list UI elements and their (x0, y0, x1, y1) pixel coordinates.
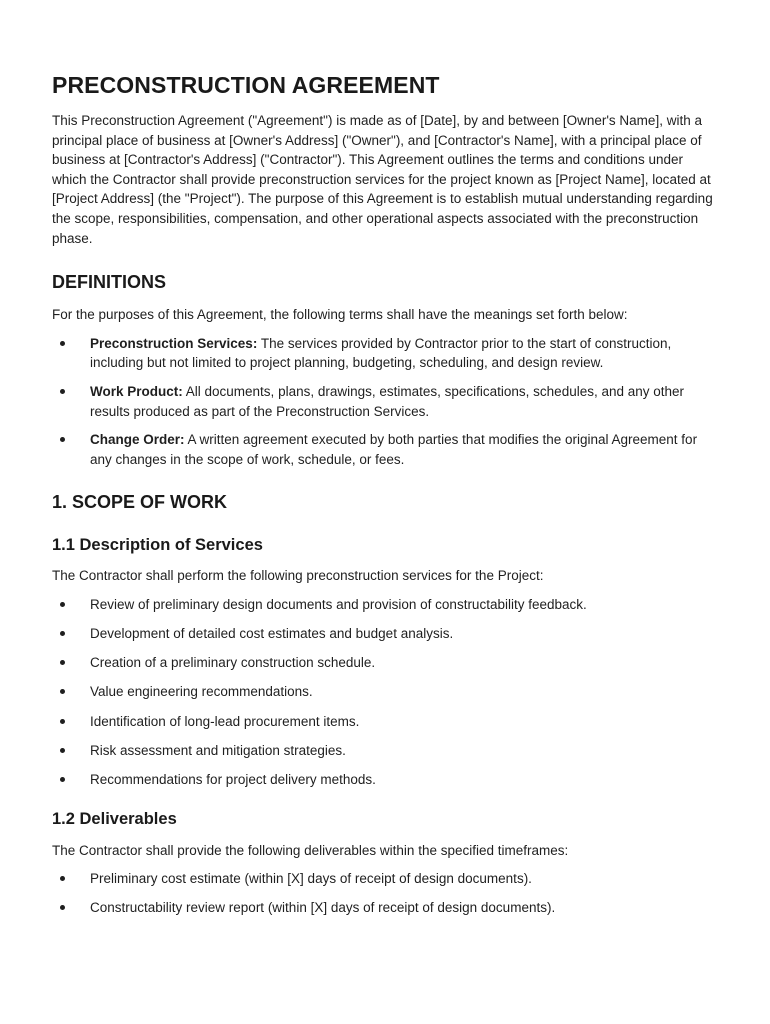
definition-text: All documents, plans, drawings, estimates, specifications, schedules, and any other results produced as part of the Preconstruction Services. (90, 383, 685, 419)
bullet-icon (60, 689, 65, 694)
bullet-icon (60, 748, 65, 753)
list-item-text: Preliminary cost estimate (within [X] days of receipt of design documents). (90, 871, 532, 887)
list-item-text: Review of preliminary design documents and provision of constructability feedback. (90, 596, 587, 612)
list-item (52, 869, 720, 889)
definition-term: Change Order: (90, 432, 185, 448)
bullet-icon (60, 719, 65, 724)
bullet-icon (60, 631, 65, 636)
list-item-text: Recommendations for project delivery methods. (90, 772, 376, 788)
bullet-icon (60, 660, 65, 665)
definition-term: Work Product: (90, 383, 183, 399)
bullet-icon (60, 905, 65, 910)
list-item (52, 624, 720, 644)
list-item-text: Risk assessment and mitigation strategies. (90, 742, 346, 758)
list-item-text: Development of detailed cost estimates and budget analysis. (90, 626, 454, 642)
list-item-text: Constructability review report (within [X] days of receipt of design documents). (90, 900, 556, 916)
definition-item (52, 430, 720, 469)
list-item (52, 653, 720, 673)
deliverables-heading: 1.2 Deliverables (52, 809, 177, 828)
services-heading: 1.1 Description of Services (52, 536, 263, 555)
list-item-text: Creation of a preliminary construction schedule. (90, 655, 376, 671)
bullet-icon (60, 437, 65, 442)
bullet-icon (60, 777, 65, 782)
list-item (52, 898, 720, 918)
bullet-icon (60, 341, 65, 346)
definition-text: A written agreement executed by both parties that modifies the original Agreement for any changes in the scope of work, schedule, or fees. (90, 432, 698, 467)
bullet-icon (60, 876, 65, 881)
list-item (52, 741, 720, 761)
bullet-icon (60, 602, 65, 607)
scope-heading: 1. SCOPE OF WORK (52, 492, 228, 513)
list-item (52, 595, 720, 615)
services-lead: The Contractor shall perform the following preconstruction services for the Project: (52, 568, 544, 584)
list-item (52, 712, 720, 732)
deliverables-lead: The Contractor shall provide the following deliverables within the specified timeframes: (52, 842, 569, 858)
intro-paragraph: This Preconstruction Agreement ("Agreement") is made as of [Date], by and between [Owner's Name], with a principal place of business at [Owner's Address] ("Owner"), and [Contractor's Name], with a principal place of business at [Contractor's Address] ("Contractor"). This Agreement outlines the terms and conditions under which the Contractor shall provide preconstruction services for the project known as [Project Name], located at [Project Address] (the "Project"). The purpose of this Agreement is to establish mutual understanding regarding the scope, responsibilities, compensation, and other operational aspects associated with the preconstruction phase. (52, 113, 713, 246)
definitions-list (52, 334, 720, 470)
document-page (52, 70, 720, 928)
definition-text: The services provided by Contractor prior to the start of construction, including but not limited to project planning, budgeting, scheduling, and design review. (90, 335, 672, 371)
list-item (52, 682, 720, 702)
definition-item (52, 382, 720, 421)
bullet-icon (60, 389, 65, 394)
deliverables-list (52, 869, 720, 918)
document-title: PRECONSTRUCTION AGREEMENT (52, 72, 440, 98)
definitions-lead: For the purposes of this Agreement, the following terms shall have the meanings set forth below: (52, 307, 628, 323)
list-item-text: Identification of long-lead procurement items. (90, 713, 360, 729)
definitions-heading: DEFINITIONS (52, 272, 167, 293)
list-item (52, 770, 720, 790)
definition-item (52, 334, 720, 373)
definition-term: Preconstruction Services: (90, 335, 258, 351)
list-item-text: Value engineering recommendations. (90, 684, 313, 700)
services-list (52, 595, 720, 790)
